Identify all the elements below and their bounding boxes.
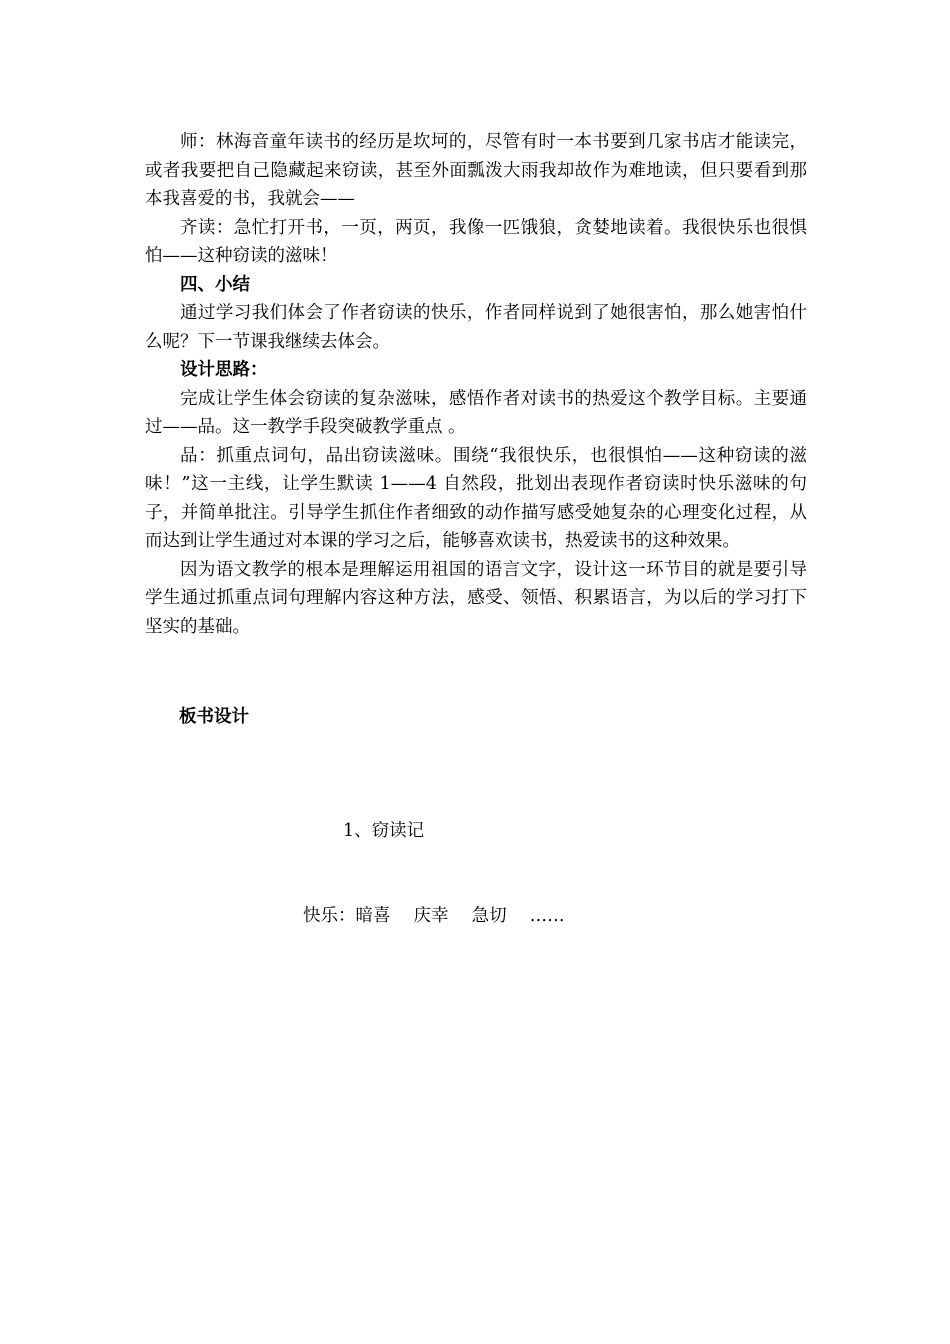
- paragraph-design-method: 品：抓重点词句，品出窃读滋味。围绕“我很快乐，也很惧怕——这种窃读的滋味！”这一主线，让学生默读 1——4 自然段，批划出表现作者窃读时快乐滋味的句子，并简单批注。引导学生抓住作者细致的动作描写感受她复杂的心理变化过程，从而达到让学生通过对本课的学习之后，能够喜欢读书，热爱读书的这种效果。: [145, 445, 807, 551]
- paragraph-summary: 通过学习我们体会了作者窃读的快乐，作者同样说到了她很害怕，那么她害怕什么呢？下一节课我继续去体会。: [145, 303, 807, 352]
- paragraph-choral-reading: 齐读：急忙打开书，一页，两页，我像一匹饿狼，贪婪地读着。我很快乐也很惧怕——这种窃读的滋味！: [145, 217, 807, 266]
- board-design-heading: 板书设计: [179, 707, 249, 727]
- document-body: [145, 128, 807, 641]
- board-title: 1、窃读记: [343, 821, 425, 841]
- paragraph-design-goal: 完成让学生体会窃读的复杂滋味，感悟作者对读书的热爱这个教学目标。主要通过——品。这一教学手段突破教学重点 。: [145, 388, 807, 437]
- paragraph-design-reason: 因为语文教学的根本是理解运用祖国的语言文字，设计这一环节目的就是要引导学生通过抓重点词句理解内容这种方法，感受、领悟、积累语言，为以后的学习打下坚实的基础。: [145, 559, 807, 637]
- section-heading-summary: 四、小结: [180, 274, 250, 295]
- paragraph-teacher: 师：林海音童年读书的经历是坎坷的，尽管有时一本书要到几家书店才能读完，或者我要把自己隐藏起来窃读，甚至外面瓢泼大雨我却故作为难地读，但只要看到那本我喜爱的书，我就会——: [145, 132, 807, 209]
- section-heading-design-idea: 设计思路：: [180, 360, 268, 380]
- board-keywords-line: 快乐：暗喜 庆幸 急切 ……: [303, 906, 565, 926]
